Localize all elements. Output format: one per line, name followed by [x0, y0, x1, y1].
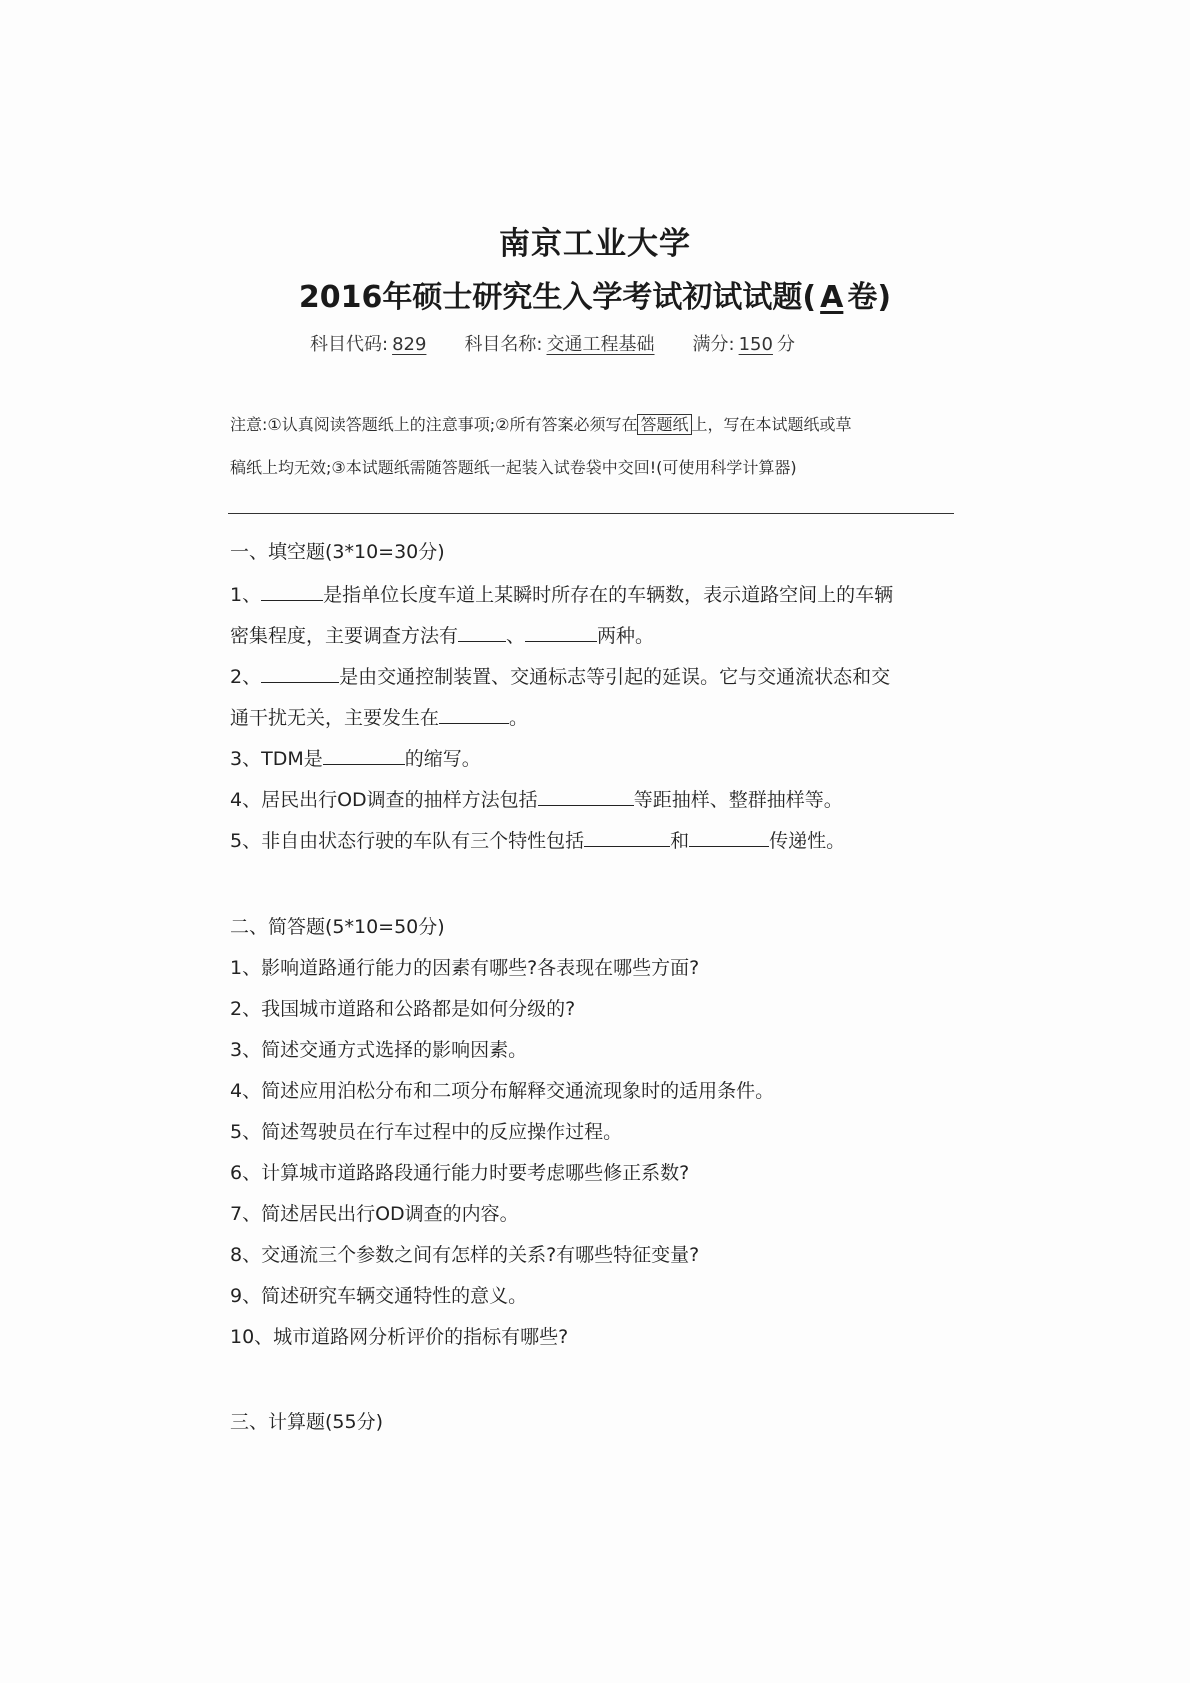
answer-sheet-boxed-text: 答题纸 [637, 414, 691, 435]
exam-title-suffix: 卷) [847, 280, 892, 315]
answer-blank [689, 828, 769, 847]
section-2-heading: 二、简答题(5*10=50分) [230, 916, 445, 938]
short-answer-question: 10、城市道路网分析评价的指标有哪些? [230, 1326, 569, 1348]
short-answer-question: 2、我国城市道路和公路都是如何分级的? [230, 998, 576, 1020]
answer-blank [525, 623, 597, 642]
question-text: 4、居民出行OD调查的抽样方法包括 [230, 789, 538, 811]
answer-blank [261, 582, 323, 601]
fill-question-1-line-2 [230, 621, 654, 648]
question-text: 和 [670, 830, 690, 852]
fill-question-4 [230, 785, 843, 812]
question-text: 、 [506, 625, 526, 647]
answer-blank [261, 664, 339, 683]
question-text: 。 [509, 707, 529, 729]
full-score-unit: 分 [776, 334, 795, 355]
subject-info-row [310, 330, 795, 356]
question-text: 两种。 [597, 625, 655, 647]
question-number: 2、 [230, 666, 262, 688]
fill-question-2-line-2 [230, 703, 528, 730]
subject-name-value: 交通工程基础 [546, 334, 655, 355]
question-text: 密集程度，主要调查方法有 [230, 625, 459, 647]
question-number: 1、 [230, 584, 262, 606]
full-score-label: 满分: [692, 334, 735, 355]
exam-title [0, 272, 1190, 316]
short-answer-question: 3、简述交通方式选择的影响因素。 [230, 1039, 528, 1061]
paper-letter: A [820, 280, 844, 315]
answer-blank [458, 623, 506, 642]
question-text: 的缩写。 [404, 748, 481, 770]
section-3-heading: 三、计算题(55分) [230, 1411, 384, 1433]
notice-line-2: 稿纸上均无效;③本试题纸需随答题纸一起装入试卷袋中交回!(可使用科学计算器) [230, 458, 797, 477]
notice-text-a: 注意:①认真阅读答题纸上的注意事项;②所有答案必须写在 [230, 415, 638, 434]
short-answer-question: 1、影响道路通行能力的因素有哪些?各表现在哪些方面? [230, 957, 700, 979]
question-text: 通干扰无关，主要发生在 [230, 707, 440, 729]
subject-code-label: 科目代码: [310, 334, 389, 355]
answer-blank [538, 787, 634, 806]
exam-title-prefix: 2016年硕士研究生入学考试初试试题( [298, 280, 817, 315]
short-answer-question: 8、交通流三个参数之间有怎样的关系?有哪些特征变量? [230, 1244, 700, 1266]
fill-question-3 [230, 744, 481, 771]
short-answer-question: 6、计算城市道路路段通行能力时要考虑哪些修正系数? [230, 1162, 690, 1184]
short-answer-question: 4、简述应用泊松分布和二项分布解释交通流现象时的适用条件。 [230, 1080, 775, 1102]
notice-line-1 [230, 412, 852, 435]
question-text: 3、TDM是 [230, 748, 323, 770]
divider-line [228, 513, 954, 514]
answer-blank [439, 705, 509, 724]
short-answer-question: 9、简述研究车辆交通特性的意义。 [230, 1285, 528, 1307]
subject-code-value: 829 [392, 334, 427, 355]
answer-blank [584, 828, 670, 847]
question-text: 等距抽样、整群抽样等。 [633, 789, 843, 811]
notice-text-b: 上，写在本试题纸或草 [691, 415, 852, 434]
answer-blank [323, 746, 405, 765]
question-text: 传递性。 [769, 830, 846, 852]
short-answer-question: 5、简述驾驶员在行车过程中的反应操作过程。 [230, 1121, 623, 1143]
short-answer-question: 7、简述居民出行OD调查的内容。 [230, 1203, 519, 1225]
question-text: 是指单位长度车道上某瞬时所存在的车辆数，表示道路空间上的车辆 [323, 584, 894, 606]
full-score-value: 150 [738, 334, 773, 355]
question-text: 是由交通控制装置、交通标志等引起的延误。它与交通流状态和交 [339, 666, 891, 688]
subject-name-label: 科目名称: [464, 334, 543, 355]
fill-question-5 [230, 826, 845, 853]
fill-question-1-line-1 [230, 580, 893, 607]
fill-question-2-line-1 [230, 662, 890, 689]
section-1-heading: 一、填空题(3*10=30分) [230, 541, 445, 563]
question-text: 5、非自由状态行驶的车队有三个特性包括 [230, 830, 585, 852]
university-title: 南京工业大学 [499, 226, 691, 262]
